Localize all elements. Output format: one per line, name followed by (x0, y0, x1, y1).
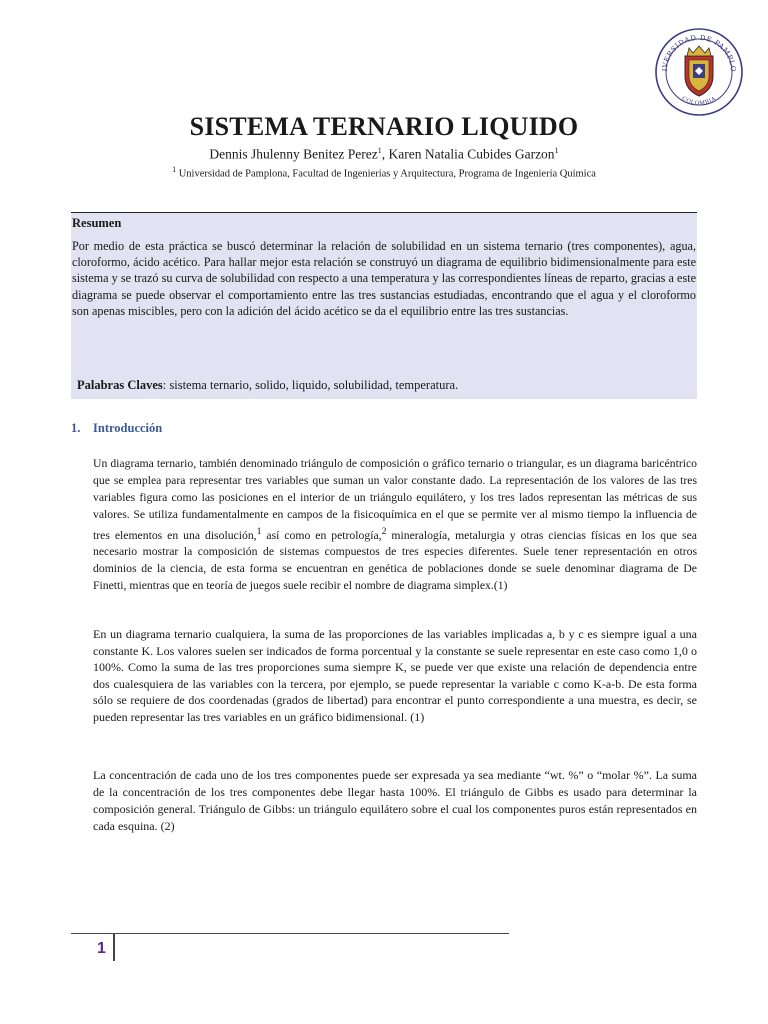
authors-line (0, 146, 768, 163)
affiliation-text: Universidad de Pamplona, Facultad de Ingenierias y Arquitectura, Programa de Ingeniería Química (176, 168, 596, 180)
paragraph-text: Un diagrama ternario, también denominado triángulo de composición o gráfico ternario o triangular, es un diagrama baricéntrico que se emplea para representar tres variables que suman un valor constante dado. La representación de los valores de las tres variables figura como las posiciones en el interior de un triángulo equilátero, y los tres lados representan las métricas de sus valores. Se utiliza fundamentalmente en campos de la fisicoquímica en el que se permite ver al mismo tiempo la influencia de tres elementos en una disolución, (93, 457, 697, 542)
seal-bottom-text: COLOMBIA (680, 95, 718, 107)
page-number: 1 (97, 940, 106, 957)
section-heading (71, 421, 162, 436)
author-name: Karen Natalia Cubides Garzon (388, 146, 555, 162)
seal-ring-text: IVERSIDAD DE PAMPLO (660, 33, 738, 73)
university-seal-icon (654, 22, 744, 118)
affiliation-line (0, 165, 768, 180)
paragraph (93, 456, 697, 595)
section-number: 1. (71, 421, 81, 435)
affiliation-mark: 1 (172, 165, 177, 174)
paragraph: La concentración de cada uno de los tres componentes puede ser expresada ya sea mediante “wt. %” o “molar %”. La suma de la concentración de los tres componentes debe llegar hasta 100%. El triángulo de Gibbs es usado para determinar la composición general. Triángulo de Gibbs: un triángulo equilátero sobre el cual los componentes puros están representados en cada esquina. (2) (93, 768, 697, 833)
abstract-body: Por medio de esta práctica se buscó determinar la relación de solubilidad en un sistema ternario (tres componentes), agua, cloroformo, ácido acético. Para hallar mejor esta relación se construyó un diagrama de equilibrio bidimensionalmente para este sistema y se trazó su curva de solubilidad con respecto a una temperatura y las correspondientes líneas de reparto, gracias a este diagrama se puede observar el comportamiento entre las tres sustancias estudiadas, encontrando que el agua y el cloroformo son apenas miscibles, pero con la adición del ácido acético se da el equilibrio entre las tres sustancias. (72, 239, 696, 318)
footnote-ref: 2 (381, 525, 387, 537)
section-title: Introducción (93, 421, 163, 435)
keywords-line (77, 378, 458, 393)
keywords-text: : sistema ternario, solido, liquido, solubilidad, temperatura. (162, 378, 459, 392)
footer-rule (71, 933, 509, 934)
paragraph-text: así como en petrología, (261, 528, 382, 542)
affiliation-mark: 1 (554, 146, 559, 155)
page-number-bar (113, 933, 115, 961)
university-seal-logo (654, 22, 744, 118)
footnote-ref: 1 (256, 525, 262, 537)
abstract-box (71, 212, 697, 399)
paragraph: En un diagrama ternario cualquiera, la suma de las proporciones de las variables implicadas a, b y c es siempre igual a una constante K. Los valores suelen ser indicados de forma porcentual y la constante se suele representar en este caso como 1,0 o 100%. Como la suma de las tres proporciones suma siempre K, se puede ver que existe una relación de dependencia entre dos cualesquiera de las variables con la tercera, por ejemplo, se puede representar la variable c como K-a-b. De esta forma sólo se requiere de dos coordenadas (grados de libertad) para encontrar el punto correspondiente a una muestra, es decir, se pueden representar las tres variables en un gráfico bidimensional. (1) (93, 627, 697, 724)
document-title: SISTEMA TERNARIO LIQUIDO (189, 112, 579, 141)
author-name: Dennis Jhulenny Benitez Perez (209, 146, 378, 162)
keywords-label: Palabras Claves (77, 378, 163, 392)
author-separator: , (381, 146, 389, 162)
affiliation-mark: 1 (377, 146, 382, 155)
paragraph-text: mineralogía, metalurgia y otras ciencias físicas en los que sea necesario mostrar la composición de sistemas compuestos de tres especies diferentes. Suele tener representación en otros dominios de la ciencia, de esta forma se encuentran en genética de poblaciones donde se suele denominar diagrama de De Finetti, mientras que en teoría de juegos suele recibir el nombre de diagrama simplex.(1) (93, 528, 697, 593)
abstract-heading: Resumen (72, 216, 122, 230)
